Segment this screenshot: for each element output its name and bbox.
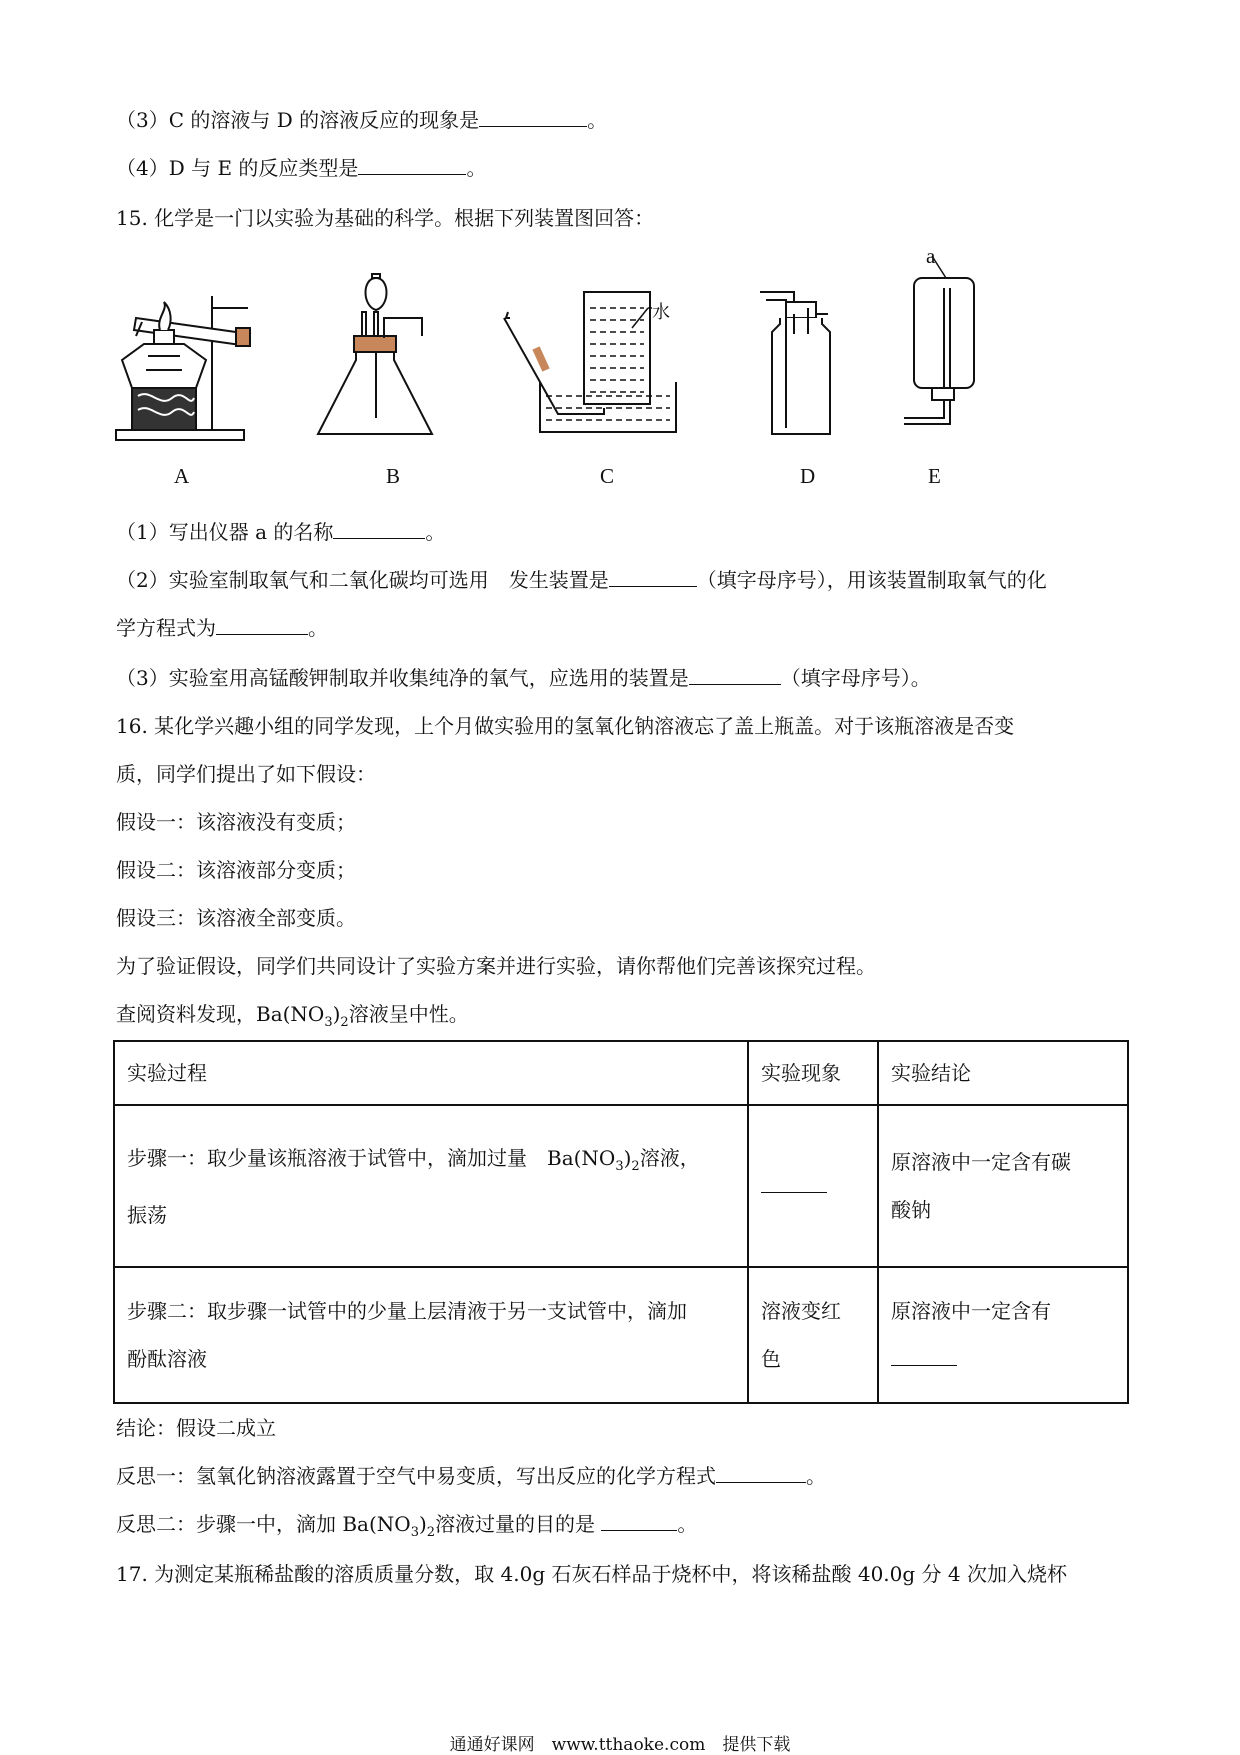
table-header: 实验现象: [748, 1041, 878, 1105]
q16-conclusion: 结论：假设二成立: [116, 1416, 276, 1440]
q14-part4: （4）D 与 E 的反应类型是 。: [116, 156, 487, 180]
answer-blank[interactable]: [601, 1510, 677, 1531]
table-header: 实验过程: [114, 1041, 748, 1105]
reflection-2: 反思二：步骤一中，滴加 $Ba(NO_3)_2$溶液过量的目的是 。: [116, 1512, 698, 1540]
apparatus-label-e: E: [928, 464, 941, 488]
answer-blank[interactable]: [333, 518, 425, 539]
table-row: [114, 1267, 1128, 1403]
q16-intro-line2: 质，同学们提出了如下假设：: [116, 762, 376, 786]
apparatus-a-heating: [116, 296, 250, 440]
page-footer: 通通好课网 www.tthaoke.com 提供下载: [449, 1735, 791, 1755]
table-cell-phenomenon: 溶液变红 色: [748, 1267, 878, 1403]
hypothesis-2: 假设二：该溶液部分变质；: [116, 858, 356, 882]
apparatus-d-bottle: [760, 292, 830, 434]
reference-text: 查阅资料发现，$Ba(NO_3)_2$溶液呈中性。: [116, 1002, 469, 1030]
table-cell-process: 步骤一：取少量该瓶溶液于试管中，滴加过量 $Ba(NO_3)_2$溶液， 振荡: [114, 1105, 748, 1267]
apparatus-label-c: C: [600, 464, 615, 488]
answer-blank[interactable]: [761, 1172, 827, 1193]
table-cell-conclusion: 原溶液中一定含有碳 酸钠: [878, 1105, 1128, 1267]
table-cell-phenomenon: [748, 1105, 878, 1267]
answer-blank[interactable]: [479, 106, 587, 127]
apparatus-b-flask: [318, 274, 432, 434]
q15-part2-line2: 学方程式为 。: [116, 616, 328, 640]
table-cell-conclusion: 原溶液中一定含有: [878, 1267, 1128, 1403]
answer-blank[interactable]: [216, 614, 308, 635]
q17-intro: 17. 为测定某瓶稀盐酸的溶质质量分数，取 4.0g 石灰石样品于烧杯中，将该稀盐酸 40.0g 分 4 次加入烧杯: [116, 1562, 1067, 1586]
q15-part2-line1: （2）实验室制取氧气和二氧化碳均可选用 发生装置是 （填字母序号），用该装置制取氧气的化: [116, 568, 1047, 592]
q14-part3: （3）C 的溶液与 D 的溶液反应的现象是 。: [116, 108, 608, 132]
table-header-row: [114, 1041, 1128, 1105]
table-cell-process: 步骤二：取步骤一试管中的少量上层清液于另一支试管中，滴加 酚酞溶液: [114, 1267, 748, 1403]
answer-blank[interactable]: [689, 664, 781, 685]
q15-part3: （3）实验室用高锰酸钾制取并收集纯净的氧气，应选用的装置是 （填字母序号）。: [116, 666, 931, 690]
apparatus-label-a: A: [174, 464, 190, 488]
q15-intro: 15. 化学是一门以实验为基础的科学。根据下列装置图回答：: [116, 206, 655, 230]
table-row: [114, 1105, 1128, 1267]
answer-blank[interactable]: [716, 1462, 806, 1483]
apparatus-label-d: D: [800, 464, 816, 488]
verify-text: 为了验证假设，同学们共同设计了实验方案并进行实验，请你帮他们完善该探究过程。: [116, 954, 876, 978]
label-water: 水: [652, 302, 670, 323]
apparatus-label-b: B: [386, 464, 401, 488]
hypothesis-3: 假设三：该溶液全部变质。: [116, 906, 356, 930]
apparatus-figure: [0, 248, 1240, 498]
apparatus-e-bottle: [904, 256, 974, 424]
apparatus-c-water-trough: [504, 292, 676, 432]
label-instrument-a: a: [926, 244, 936, 268]
answer-blank[interactable]: [358, 154, 466, 175]
q16-intro-line1: 16. 某化学兴趣小组的同学发现，上个月做实验用的氢氧化钠溶液忘了盖上瓶盖。对于该瓶溶液是否变: [116, 714, 1015, 738]
table-header: 实验结论: [878, 1041, 1128, 1105]
answer-blank[interactable]: [609, 566, 697, 587]
experiment-table: [113, 1040, 1129, 1404]
hypothesis-1: 假设一：该溶液没有变质；: [116, 810, 356, 834]
answer-blank[interactable]: [891, 1345, 957, 1366]
q15-part1: （1）写出仪器 a 的名称 。: [116, 520, 446, 544]
reflection-1: 反思一：氢氧化钠溶液露置于空气中易变质，写出反应的化学方程式 。: [116, 1464, 826, 1488]
